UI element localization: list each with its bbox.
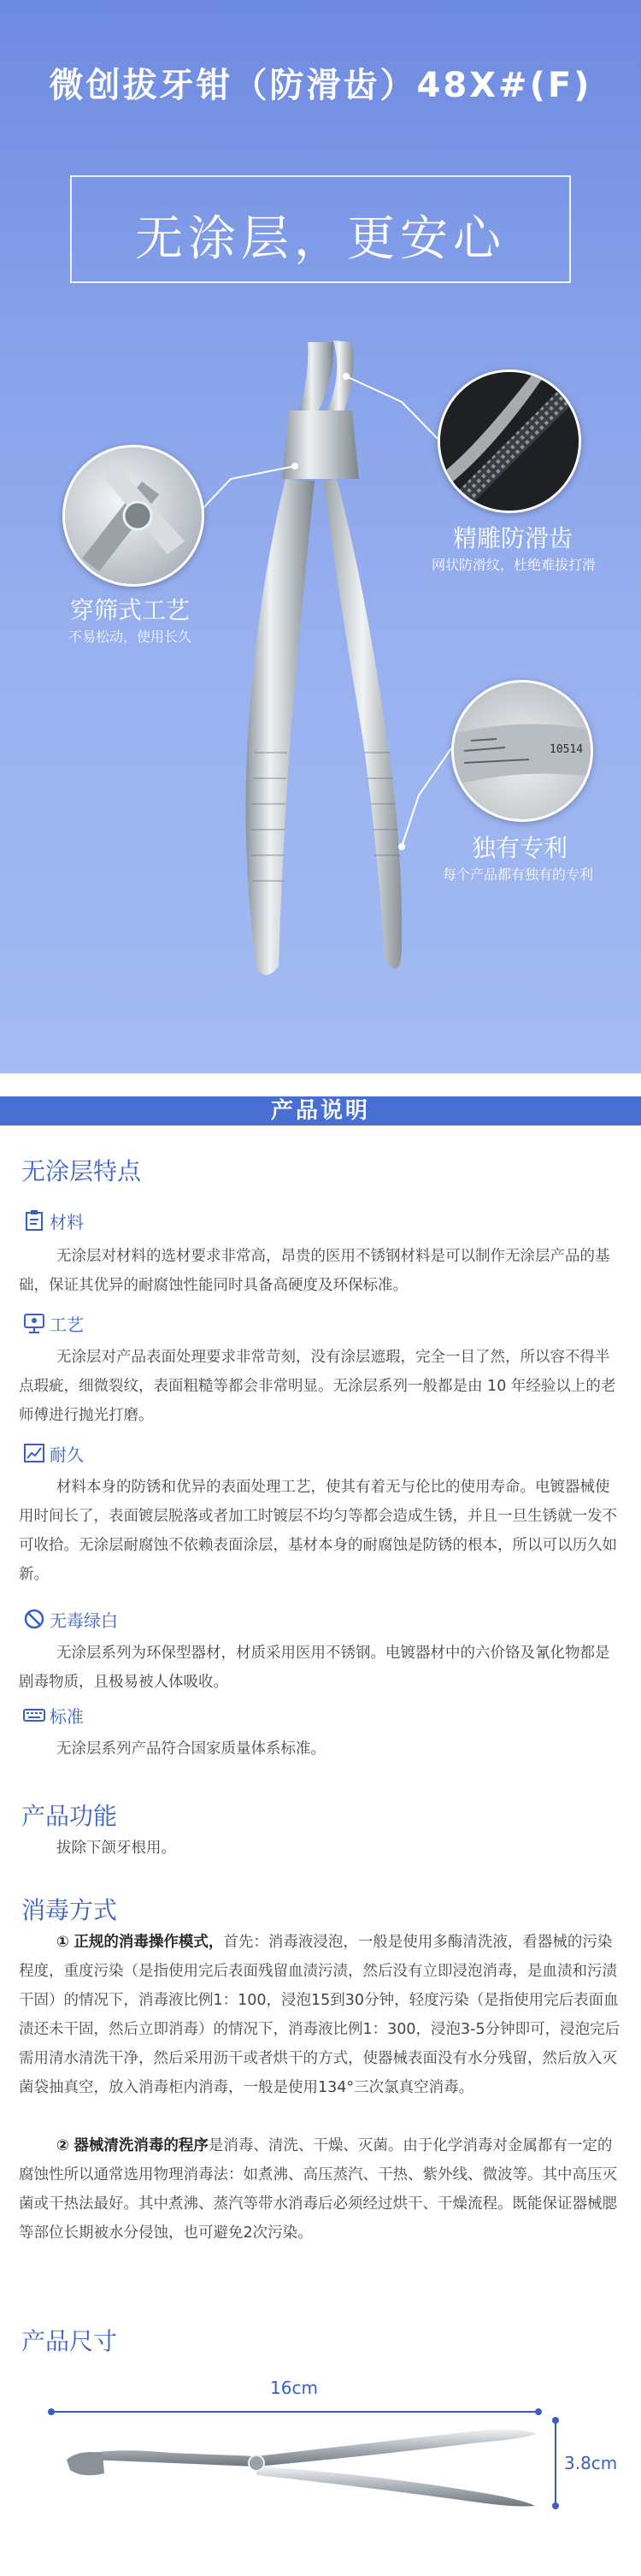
feature-title-joint: 穿筛式工艺	[69, 596, 190, 624]
item-label-craft: 工艺	[50, 1314, 84, 1335]
item-craft	[22, 1310, 84, 1336]
feature-subtitle-serration: 网状防滑纹，杜绝难拔打滑	[431, 557, 596, 573]
rising-chart-icon	[22, 1442, 46, 1464]
size-heading: 产品尺寸	[21, 2327, 118, 2355]
monitor-icon	[22, 1312, 46, 1334]
size-length: 16cm	[270, 2378, 318, 2398]
serrated-tip-closeup-icon	[438, 369, 581, 513]
slogan-text: 无涂层，更安心	[135, 211, 506, 267]
feature-title-patent: 独有专利	[471, 834, 567, 862]
product-title: 微创拔牙钳（防滑齿）48X#(F)	[49, 66, 592, 105]
band-label: 产品说明	[270, 1098, 370, 1124]
clipboard-icon	[22, 1209, 46, 1232]
item-label-nontoxic: 无毒绿白	[50, 1610, 118, 1631]
function-text: 拔除下颌牙根用。	[56, 1840, 176, 1857]
keyboard-icon	[22, 1704, 46, 1726]
item-standard	[22, 1702, 84, 1728]
hero-banner	[0, 0, 641, 1073]
feature-title-serration: 精雕防滑齿	[452, 524, 573, 552]
item-nontoxic	[22, 1606, 118, 1632]
feature-subtitle-joint: 不易松动，使用长久	[68, 629, 191, 645]
section-band	[0, 1096, 641, 1126]
disinfect-heading: 消毒方式	[21, 1896, 118, 1924]
no-entry-icon	[22, 1608, 46, 1630]
function-heading: 产品功能	[21, 1802, 118, 1830]
disinfect-step-1: ① 正规的消毒操作模式，首先：消毒液浸泡，一般是使用多酶清洗液，看器械的污染程度，重度污染（是指使用完后表面残留血渍污渍，然后没有立即浸泡消毒，是血渍和污渍干固）的情况下，消毒液比例1：100，浸泡15到30分钟，轻度污染（是指使用完后表面血渍还未干固，然后立即消毒）的情况下，消毒液比例1：300，浸泡3-5分钟即可，浸泡完后需用清水清洗干净，然后采用沥干或者烘干的方式，使器械表面没有水分残留，然后放入灭菌袋抽真空，放入消毒柜内消毒，一般是使用134°三次氯真空消毒。	[19, 1934, 620, 2096]
item-text-nontoxic: 无涂层系列为环保型器材，材质采用医用不锈钢。电镀器材中的六价铬及氰化物都是剧毒物质，且极易被人体吸收。	[19, 1645, 610, 1691]
engraving-code: 10514	[550, 743, 584, 756]
size-figure	[0, 2378, 641, 2573]
size-height: 3.8cm	[564, 2453, 618, 2473]
item-text-craft: 无涂层对产品表面处理要求非常苛刻，没有涂层遮瑕，完全一目了然，所以容不得半点瑕疵，细微裂纹，表面粗糙等都会非常明显。无涂层系列一般都是由 10 年经验以上的老师傅进行抛光打磨。	[19, 1349, 616, 1424]
item-label-durability: 耐久	[50, 1444, 84, 1465]
joint-closeup-icon	[62, 445, 204, 587]
engraving-closeup-icon	[451, 680, 593, 822]
size-diagram	[0, 2378, 641, 2573]
item-label-standard: 标准	[50, 1705, 84, 1727]
disinfect-step-2: ② 器械清洗消毒的程序是消毒、清洗、干燥、灭菌。由于化学消毒对金属都有一定的腐蚀性所以通常选用物理消毒法：如煮沸、高压蒸汽、干热、紫外线、微波等。其中高压灭菌或干热法最好。其中煮沸、蒸汽等带水消毒后必须经过烘干、干燥流程。既能保证器械腮等部位长期被水分侵蚀，也可避免2次污染。	[19, 2137, 617, 2242]
item-text-standard: 无涂层系列产品符合国家质量体系标准。	[56, 1740, 326, 1758]
item-text-material: 无涂层对材料的选材要求非常高，昂贵的医用不锈钢材料是可以制作无涂层产品的基础，保证其优异的耐腐蚀性能同时具备高硬度及环保标准。	[19, 1248, 610, 1294]
item-durability	[22, 1440, 84, 1466]
item-text-durability: 材料本身的防锈和优异的表面处理工艺，使其有着无与伦比的使用寿命。电镀器械使用时间长了，表面镀层脱落或者加工时镀层不均匀等都会造成生锈，并且一旦生锈就一发不可收拾。无涂层耐腐蚀不依赖表面涂层，基材本身的耐腐蚀是防锈的根本，所以可以历久如新。	[19, 1479, 617, 1583]
item-label-material: 材料	[50, 1211, 84, 1232]
feature-subtitle-patent: 每个产品都有独有的专利	[442, 866, 593, 883]
features-heading: 无涂层特点	[21, 1157, 142, 1185]
item-material	[22, 1208, 84, 1233]
